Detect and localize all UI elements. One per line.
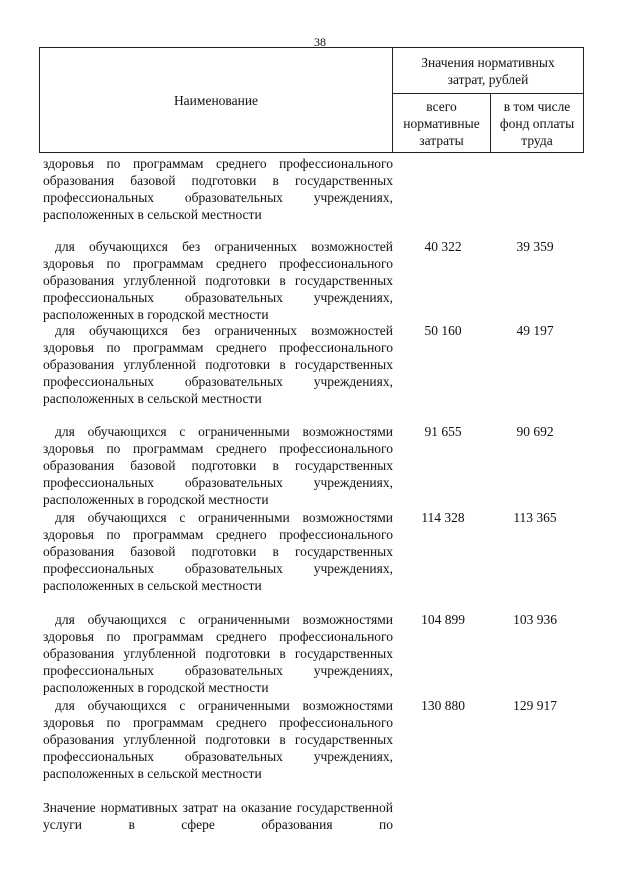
total-header-line-3: затраты [419,132,464,148]
fund-header-line-1: в том числе [503,98,571,114]
row-total-value: 114 328 [421,510,465,525]
row-total-value: 40 322 [424,239,462,254]
table-header [39,47,584,153]
row-text: для обучающихся без ограниченных возможностей здоровья по программам среднего профессионального образования углубленной подготовки в государственных профессиональных образовательных учреждениях, расположенных в сельской местности [43,323,393,406]
row-total-value: 50 160 [424,323,462,338]
footer-paragraph: Значение нормативных затрат на оказание государственной услуги в сфере образования по [43,800,393,832]
row-total-value: 104 899 [421,612,465,627]
values-title-line-1: Значения нормативных [421,54,555,70]
row-fund-value: 90 692 [516,424,554,439]
values-title-line-2: затрат, рублей [447,71,529,87]
column-header-name [40,48,393,152]
row-text: для обучающихся с ограниченными возможностями здоровья по программам среднего профессионального образования базовой подготовки в государственных профессиональных образовательных учреждениях, расположенных в городской местности [43,424,393,507]
column-header-values [393,48,583,94]
column-header-total [393,94,491,152]
row-text: для обучающихся с ограниченными возможностями здоровья по программам среднего профессионального образования базовой подготовки в государственных профессиональных образовательных учреждениях, расположенных в сельской местности [43,510,393,593]
total-header-line-2: нормативные [403,115,480,131]
column-header-wage-fund [491,94,583,152]
row-fund-value: 39 359 [516,239,554,254]
row-fund-value: 103 936 [513,612,557,627]
page-number: 38 [314,35,326,49]
row-total-value: 130 880 [421,698,465,713]
fund-header-line-2: фонд оплаты [499,115,575,131]
row-fund-value: 49 197 [516,323,554,338]
fund-header-line-3: труда [521,132,553,148]
row-text: для обучающихся с ограниченными возможностями здоровья по программам среднего профессионального образования углубленной подготовки в государственных профессиональных образовательных учреждениях, расположенных в сельской местности [43,698,393,781]
row-text: для обучающихся с ограниченными возможностями здоровья по программам среднего профессионального образования углубленной подготовки в государственных профессиональных образовательных учреждениях, расположенных в городской местности [43,612,393,695]
row-total-value: 91 655 [424,424,462,439]
total-header-line-1: всего [426,98,457,114]
row-text: для обучающихся без ограниченных возможностей здоровья по программам среднего профессионального образования углубленной подготовки в государственных профессиональных образовательных учреждениях, расположенных в городской местности [43,239,393,322]
continuation-text: здоровья по программам среднего профессионального образования базовой подготовки в государственных профессиональных образовательных учреждениях, расположенных в сельской местности [43,156,393,222]
row-fund-value: 113 365 [513,510,557,525]
column-header-name-label: Наименование [173,92,259,108]
row-fund-value: 129 917 [513,698,557,713]
